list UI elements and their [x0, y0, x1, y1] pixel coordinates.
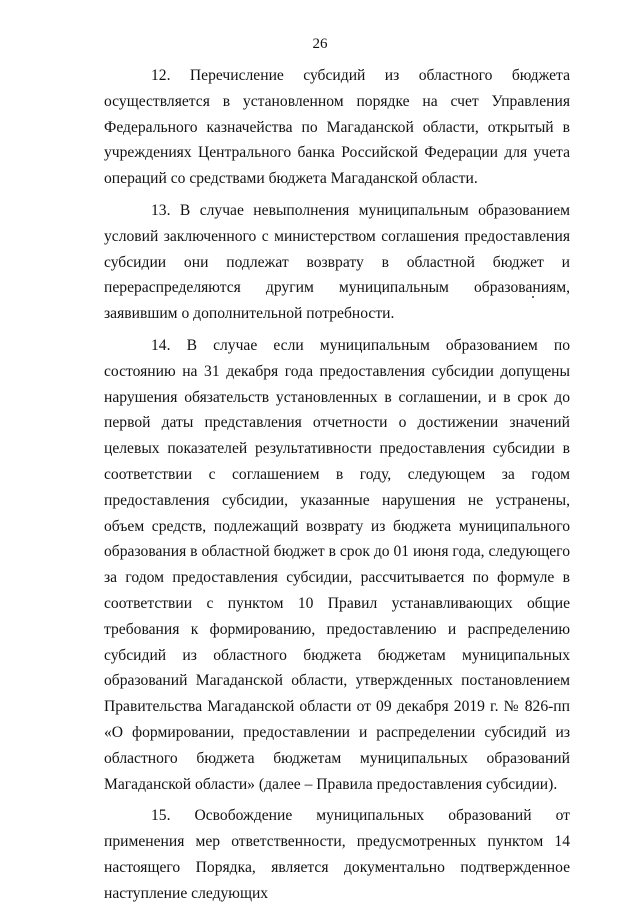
- paragraph-15: 15. Освобождение муниципальных образований от применения мер ответственности, предусмотренных пунктом 14 настоящего Порядка, является документально подтвержденное наступление следующих: [104, 807, 570, 902]
- paragraph-14: 14. В случае если муниципальным образованием по состоянию на 31 декабря года предоставления субсидии допущены нарушения обязательств установленных в соглашении, и в срок до первой даты представления отчетности о достижении значений целевых показателей результативности предоставления субсидии в соответствии с соглашением в году, следующем за годом предоставления субсидии, указанные нарушения не устранены, объем средств, подлежащий возврату из бюджета муниципального образования в областной бюджет в срок до 01 июня года, следующего за годом предоставления субсидии, рассчитывается по формуле в соответствии с пунктом 10 Правил устанавливающих общие требования к формированию, предоставлению и распределению субсидий из областного бюджета бюджетам муниципальных образований Магаданской области, утвержденных постановлением Правительства Магаданской области от 09 декабря 2019 г. № 826-пп «О формировании, предоставлении и распределении субсидий из областного бюджета бюджетам муниципальных образований Магаданской области» (далее – Правила предоставления субсидии).: [104, 336, 570, 793]
- page-number: 26: [312, 36, 328, 52]
- document-body: [104, 63, 570, 907]
- scan-speck: [532, 296, 534, 298]
- paragraph-13: 13. В случае невыполнения муниципальным образованием условий заключенного с министерством соглашения предоставления субсидии они подлежат возврату в областной бюджет и перераспределяются другим муниципальным образованиям, заявившим о дополнительной потребности.: [104, 201, 570, 323]
- paragraph-12: 12. Перечисление субсидий из областного бюджета осуществляется в установленном порядке на счет Управления Федерального казначейства по Магаданской области, открытый в учреждениях Центрального банка Российской Федерации для учета операций со средствами бюджета Магаданской области.: [104, 67, 570, 188]
